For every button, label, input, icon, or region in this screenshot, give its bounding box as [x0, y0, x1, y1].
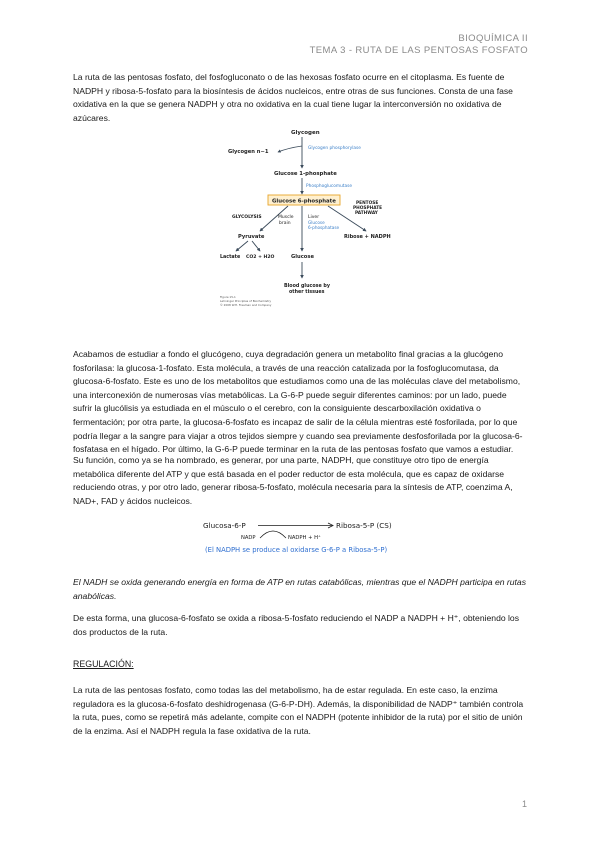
header-subject: BIOQUÍMICA II: [458, 33, 528, 44]
eq-substrate: Glucosa-6-P: [203, 521, 246, 530]
fig-co2-h2o: CO2 + H2O: [246, 255, 275, 260]
fig-ribose-nadph: Ribose + NADPH: [344, 234, 391, 240]
fig-arrow-glycogen-n1: [278, 146, 302, 152]
fig-blood-1: Blood glucose by: [284, 284, 330, 289]
fig-arrow-lactate: [236, 241, 248, 251]
fig-blood-2: other tissues: [289, 290, 325, 295]
fig-glycogen-phosphorylase: Glycogen phosphorylase: [308, 146, 361, 151]
fig-g1p: Glucose 1-phosphate: [274, 171, 337, 177]
eq-cofactor-in: NADP: [241, 535, 256, 541]
fig-g6p: Glucose 6-phosphate: [272, 198, 336, 205]
fig-pyruvate: Pyruvate: [238, 234, 265, 240]
page-number: 1: [521, 799, 527, 809]
nadh-note-paragraph: El NADH se oxida generando energía en forma de ATP en rutas catabólicas, mientras que el NADPH participa en rutas anabólicas.: [73, 577, 526, 601]
fig-glucose: Glucose: [291, 254, 314, 260]
reaction-equation: [200, 518, 410, 558]
regulation-paragraph: La ruta de las pentosas fosfato, como todas las del metabolismo, ha de estar regulada. En este caso, la enzima reguladora es la glucosa-6-fosfato deshidrogenasa (G-6-P-DH). Además, la disponibilidad de NADP⁺ también controla la ruta, pues, como se repetirá más adelante, compite con el NADPH (potente inhibidor de la ruta) por el sitio de unión de la enzima. Así el NADPH regula la fase oxidativa de la ruta.: [73, 685, 524, 736]
fig-muscle-2: brain: [279, 221, 291, 226]
eq-cofactor-curve: [260, 531, 286, 538]
fig-caption-1: Figure 15-1: [220, 295, 236, 299]
fig-muscle-1: Muscle: [278, 215, 294, 220]
fig-glycogen: Glycogen: [291, 130, 320, 136]
fig-phosphoglucomutase: Phosphoglucomutase: [306, 184, 353, 189]
eq-cofactor-out: NADPH + H⁺: [288, 535, 321, 541]
fig-liver: Liver: [308, 215, 320, 220]
fig-arrow-co2: [252, 241, 260, 251]
glycogen-paragraph: Acabamos de estudiar a fondo el glucógeno, cuya degradación genera un metabolito final gracias a la glucógeno fosforilasa: la glucosa-1-fosfato. Esta molécula, a través de una reacción catalizada por la fosfoglucomutasa, da glucosa-6-fosfato. Este es uno de los metabolitos que estudiamos como una de las moléculas clave del metabolismo, una interconexión de numerosas vías metabólicas. La G-6-P puede seguir diferentes caminos: por un lado, puede sufrir la glucólisis ya estudiada en el músculo o el cerebro, con la consiguiente descarboxilación oxidativa o fermentación; por otra parte, la glucosa-6-fosfato es incapaz de salir de la célula mientras esté fosforilada, por lo que podría llegar a la sangre para viajar a otros tejidos siempre y cuando sea previamente desfosforilada por la glucosa-6-fosfatasa en el hígado. Por último, la G-6-P puede terminar en la ruta de las pentosas fosfato que vamos a estudiar.: [73, 349, 523, 455]
summary-paragraph: De esta forma, una glucosa-6-fosfato se oxida a ribosa-5-fosfato reduciendo el NADP a NADPH + H⁺, obteniendo los dos productos de la ruta.: [73, 613, 520, 637]
fig-caption-3: © 2008 W.H. Freeman and Company: [220, 303, 272, 307]
fig-ppp-1: PENTOSE: [356, 201, 379, 206]
regulation-heading: REGULACIÓN:: [73, 659, 134, 669]
fig-glycolysis: GLYCOLYSIS: [232, 215, 262, 220]
page-header: [310, 33, 528, 57]
metabolic-pathway-figure: [216, 124, 412, 310]
fig-lactate: Lactate: [220, 255, 241, 260]
fig-caption-2: Lehninger Principles of Biochemistry: [220, 299, 272, 303]
intro-paragraph: La ruta de las pentosas fosfato, del fosfogluconato o de las hexosas fosfato ocurre en el citoplasma. Es fuente de NADPH y ribosa-5-fosfato para la biosíntesis de ácidos nucleicos, entre otras de sus funciones. Consta de una fase oxidativa en la que se genera NADPH y otra no oxidativa en la cual tiene lugar la interconversión no oxidativa de azúcares.: [73, 72, 513, 123]
function-paragraph: Su función, como ya se ha nombrado, es generar, por una parte, NADPH, que constituye otro tipo de energía metabólica diferente del ATP y que está basada en el poder reductor de esta molécula, que es capaz de oxidarse reduciendo otras, y por otro lado, generar ribosa-5-fosfato, molécula necesaria para la síntesis de ATP, coenzima A, NAD+, FAD y ácidos nucleicos.: [73, 455, 513, 506]
fig-ppp-3: PATHWAY: [355, 211, 378, 216]
fig-g6pase-1: Glucose: [308, 220, 325, 225]
eq-note: (El NADPH se produce al oxidarse G-6-P a Ribosa-5-P): [205, 546, 388, 554]
fig-glycogen-n1: Glycogen n−1: [228, 149, 269, 155]
fig-ppp-2: PHOSPHATE: [353, 206, 383, 211]
eq-product: Ribosa-5-P (CS): [336, 521, 392, 530]
header-topic: TEMA 3 - RUTA DE LAS PENTOSAS FOSFATO: [309, 45, 528, 56]
fig-g6pase-2: 6-phosphatase: [308, 225, 340, 230]
